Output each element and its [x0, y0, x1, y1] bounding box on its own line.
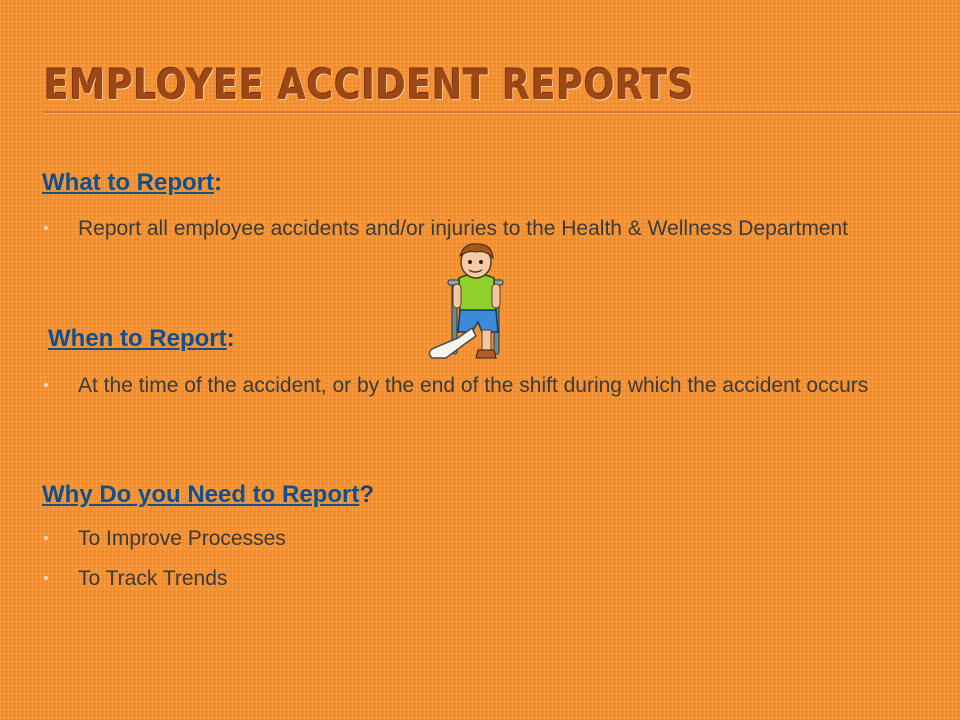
- bullet-item: [44, 215, 908, 242]
- bullet-dot: [44, 383, 48, 387]
- why-report-link[interactable]: Why Do you Need to Report: [42, 481, 360, 508]
- bullet-item: [44, 372, 908, 399]
- what-to-report-link[interactable]: What to Report: [42, 169, 214, 196]
- boy-on-crutches-icon: [414, 240, 514, 362]
- section-heading-what: [42, 170, 222, 196]
- bullet-dot: [44, 536, 48, 540]
- section-heading-when: [48, 326, 235, 352]
- when-to-report-link[interactable]: When to Report: [48, 325, 227, 352]
- bullet-text: To Track Trends: [78, 567, 228, 590]
- bullet-item: [44, 525, 908, 552]
- bullet-text: At the time of the accident, or by the end of the shift during which the accident occurs: [78, 374, 869, 397]
- bullet-dot: [44, 576, 48, 580]
- title-divider: [44, 111, 960, 114]
- heading-punctuation: ?: [359, 481, 375, 508]
- section-heading-why: [42, 482, 374, 508]
- heading-punctuation: :: [213, 169, 222, 196]
- bullet-item: [44, 565, 908, 592]
- bullet-text: Report all employee accidents and/or injuries to the Health & Wellness Department: [78, 217, 849, 240]
- bullet-dot: [44, 226, 48, 230]
- bullet-text: To Improve Processes: [78, 527, 286, 550]
- heading-punctuation: :: [226, 325, 235, 352]
- slide-title: EMPLOYEE ACCIDENT REPORTS: [44, 60, 695, 109]
